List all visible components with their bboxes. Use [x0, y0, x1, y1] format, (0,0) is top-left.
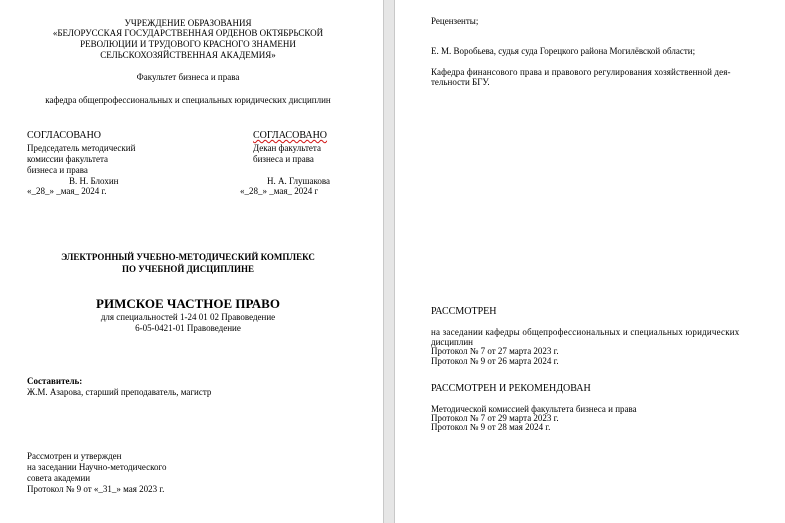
recommended-label: РАССМОТРЕН И РЕКОМЕНДОВАН: [431, 383, 591, 394]
institution-line-4: СЕЛЬСКОХОЗЯЙСТВЕННАЯ АКАДЕМИЯ»: [100, 50, 276, 60]
compiler-name: Ж.М. Азарова, старший преподаватель, магистр: [27, 387, 212, 397]
approval-right-line-2: бизнеса и права: [253, 154, 314, 164]
reviewer-2-line-2: тельности БГУ.: [431, 77, 490, 87]
considered-line-1: на заседании кафедры общепрофессиональных и специальных юридических: [431, 327, 740, 337]
recommended-line-3: Протокол № 9 от 28 мая 2024 г.: [431, 422, 551, 432]
reviewer-1: Е. М. Воробьева, судья суда Горецкого района Могилёвской области;: [431, 46, 696, 56]
faculty-name: Факультет бизнеса и права: [136, 72, 240, 82]
institution-line-2: «БЕЛОРУССКАЯ ГОСУДАРСТВЕННАЯ ОРДЕНОВ ОКТЯБРЬСКОЙ: [52, 28, 324, 38]
approval-left-date: «_28_» _мая_ 2024 г.: [27, 186, 107, 196]
document-page-right: [395, 0, 785, 523]
reviewer-2-line-1: Кафедра финансового права и правового регулирования хозяйственной дея-: [431, 67, 731, 77]
reviewers-label: Рецензенты;: [431, 16, 479, 26]
discipline-title: РИМСКОЕ ЧАСТНОЕ ПРАВО: [96, 296, 280, 311]
approval-left-line-1: Председатель методический: [27, 143, 136, 153]
document-page-left: [0, 0, 383, 523]
approval-right-signer: Н. А. Глушакова: [267, 176, 330, 186]
institution-line-1: УЧРЕЖДЕНИЕ ОБРАЗОВАНИЯ: [124, 18, 252, 28]
page-gutter: [383, 0, 395, 523]
department-name: кафедра общепрофессиональных и специальных юридических дисциплин: [45, 95, 331, 105]
approval-right-date: «_28_» _мая_ 2024 г: [240, 186, 319, 196]
considered-line-4: Протокол № 9 от 26 марта 2024 г.: [431, 356, 559, 366]
approval-right-title: СОГЛАСОВАНО: [253, 130, 328, 141]
gutter-edge-left: [383, 0, 384, 523]
approval-left-line-2: комиссии факультета: [27, 154, 109, 164]
considered-line-2: дисциплин: [431, 337, 473, 347]
approval-left-signer: В. Н. Блохин: [69, 176, 119, 186]
compiler-label: Составитель:: [27, 376, 83, 386]
institution-line-3: РЕВОЛЮЦИИ И ТРУДОВОГО КРАСНОГО ЗНАМЕНИ: [80, 39, 296, 49]
considered-line-3: Протокол № 7 от 27 марта 2023 г.: [431, 346, 559, 356]
recommended-line-2: Протокол № 7 от 29 марта 2023 г.: [431, 413, 559, 423]
approved-line-2: на заседании Научно-методического: [27, 462, 167, 472]
approval-left-title: СОГЛАСОВАНО: [27, 130, 102, 141]
recommended-line-1: Методической комиссией факультета бизнеса и права: [431, 404, 637, 414]
considered-label: РАССМОТРЕН: [431, 306, 497, 317]
complex-title-line-1: ЭЛЕКТРОННЫЙ УЧЕБНО-МЕТОДИЧЕСКИЙ КОМПЛЕКС: [61, 252, 315, 262]
approval-right-line-1: Декан факультета: [253, 143, 321, 153]
approval-left-line-3: бизнеса и права: [27, 165, 88, 175]
approved-line-4: Протокол № 9 от «_31_» мая 2023 г.: [27, 484, 165, 494]
specialty-line-2: 6-05-0421-01 Правоведение: [135, 323, 241, 333]
approved-line-3: совета академии: [27, 473, 91, 483]
approved-line-1: Рассмотрен и утвержден: [27, 451, 122, 461]
specialty-line-1: для специальностей 1-24 01 02 Правоведение: [100, 312, 276, 322]
complex-title-line-2: ПО УЧЕБНОЙ ДИСЦИПЛИНЕ: [121, 264, 255, 274]
